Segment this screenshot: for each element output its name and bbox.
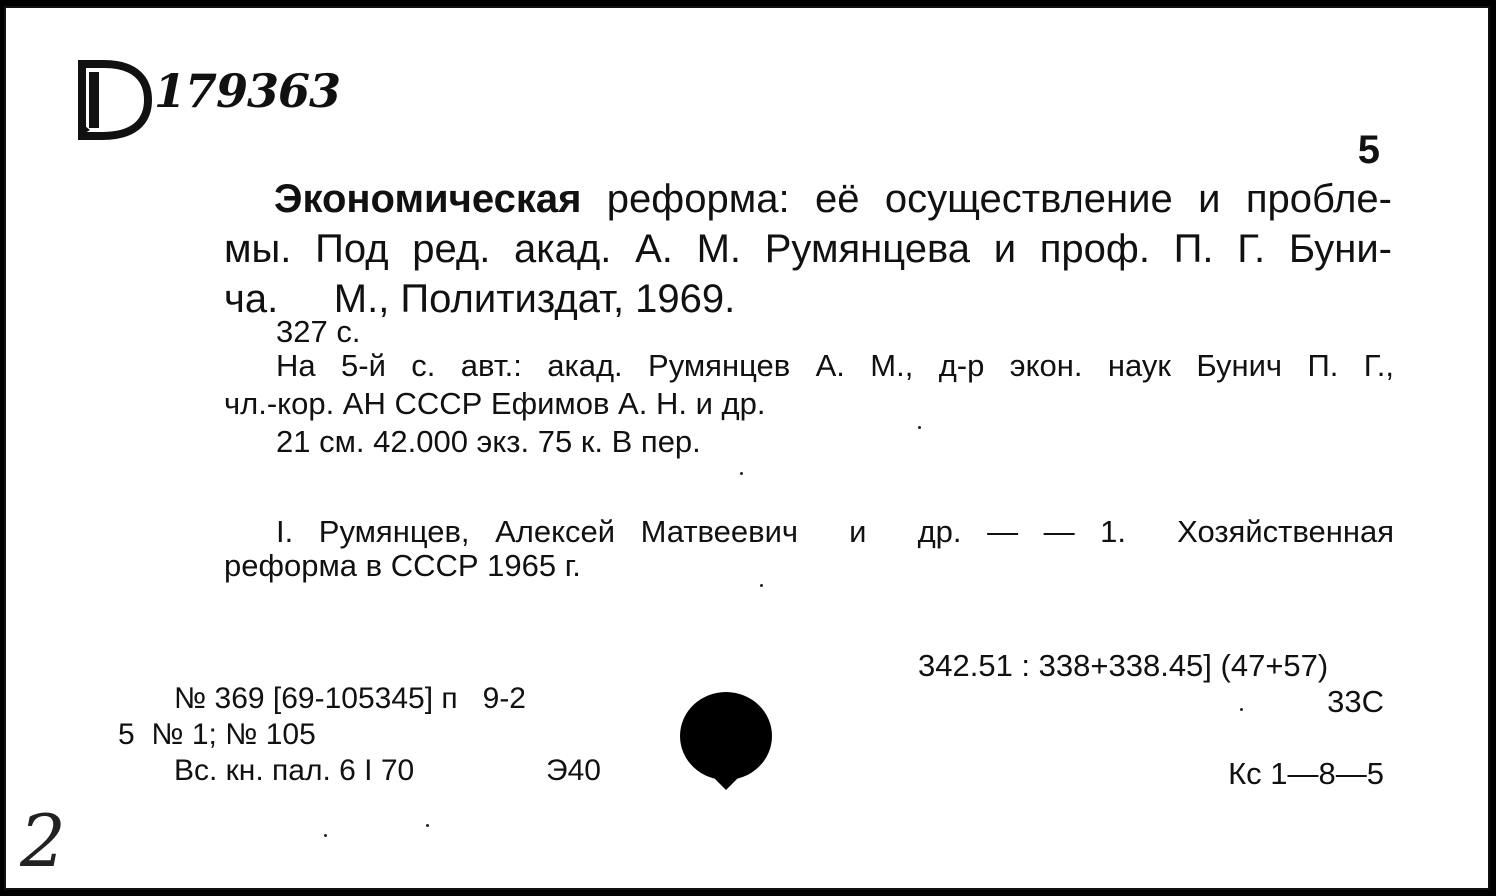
speck bbox=[918, 426, 921, 429]
library-stamp-d-icon bbox=[76, 60, 152, 140]
physical-description: 21 см. 42.000 экз. 75 к. В пер. bbox=[276, 424, 701, 459]
udc-classification: 342.51 : 338+338.45] (47+57) bbox=[918, 648, 1329, 683]
speck bbox=[324, 834, 327, 837]
record-code: Э40 bbox=[546, 754, 601, 787]
inventory-number: 179363 bbox=[154, 64, 341, 118]
punch-hole-icon bbox=[678, 690, 774, 790]
authors-note-line-1: На 5-й с. авт.: акад. Румянцев А. М., д-р экон. наук Бунич П. Г., bbox=[276, 348, 1394, 383]
catalog-card bbox=[4, 6, 1490, 890]
catalog-section-number: 5 bbox=[1357, 128, 1380, 172]
index-line-2: реформа в СССР 1965 г. bbox=[224, 548, 581, 583]
record-line-2: 5 № 1; № 105 bbox=[118, 718, 316, 751]
title-line-2: мы. Под ред. акад. А. М. Румянцева и проф. П. Г. Буни- bbox=[224, 227, 1392, 271]
title-line-3: ча. М., Политиздат, 1969. bbox=[224, 277, 736, 321]
speck bbox=[426, 824, 429, 827]
record-line-1: № 369 [69-105345] п 9-2 bbox=[174, 682, 526, 715]
svg-text:2: 2 bbox=[20, 808, 66, 878]
bbk-classification: 33С bbox=[1327, 684, 1384, 719]
title-line-1: Экономическая реформа: её осуществление и пробле- bbox=[274, 177, 1392, 221]
speck bbox=[760, 584, 763, 587]
authors-note-line-2: чл.-кор. АН СССР Ефимов А. Н. и др. bbox=[224, 386, 766, 421]
speck bbox=[1240, 708, 1243, 711]
page-count: 327 с. bbox=[276, 314, 361, 349]
record-line-3: Вс. кн. пал. 6 I 70 bbox=[174, 754, 415, 787]
ks-code: Кс 1—8—5 bbox=[1228, 756, 1384, 791]
title-first-word: Экономическая bbox=[274, 177, 582, 221]
handwritten-mark-2 bbox=[20, 808, 100, 878]
speck bbox=[740, 472, 743, 475]
index-line-1: I. Румянцев, Алексей Матвеевич и др. — — 1. Хозяйственная bbox=[276, 514, 1394, 549]
